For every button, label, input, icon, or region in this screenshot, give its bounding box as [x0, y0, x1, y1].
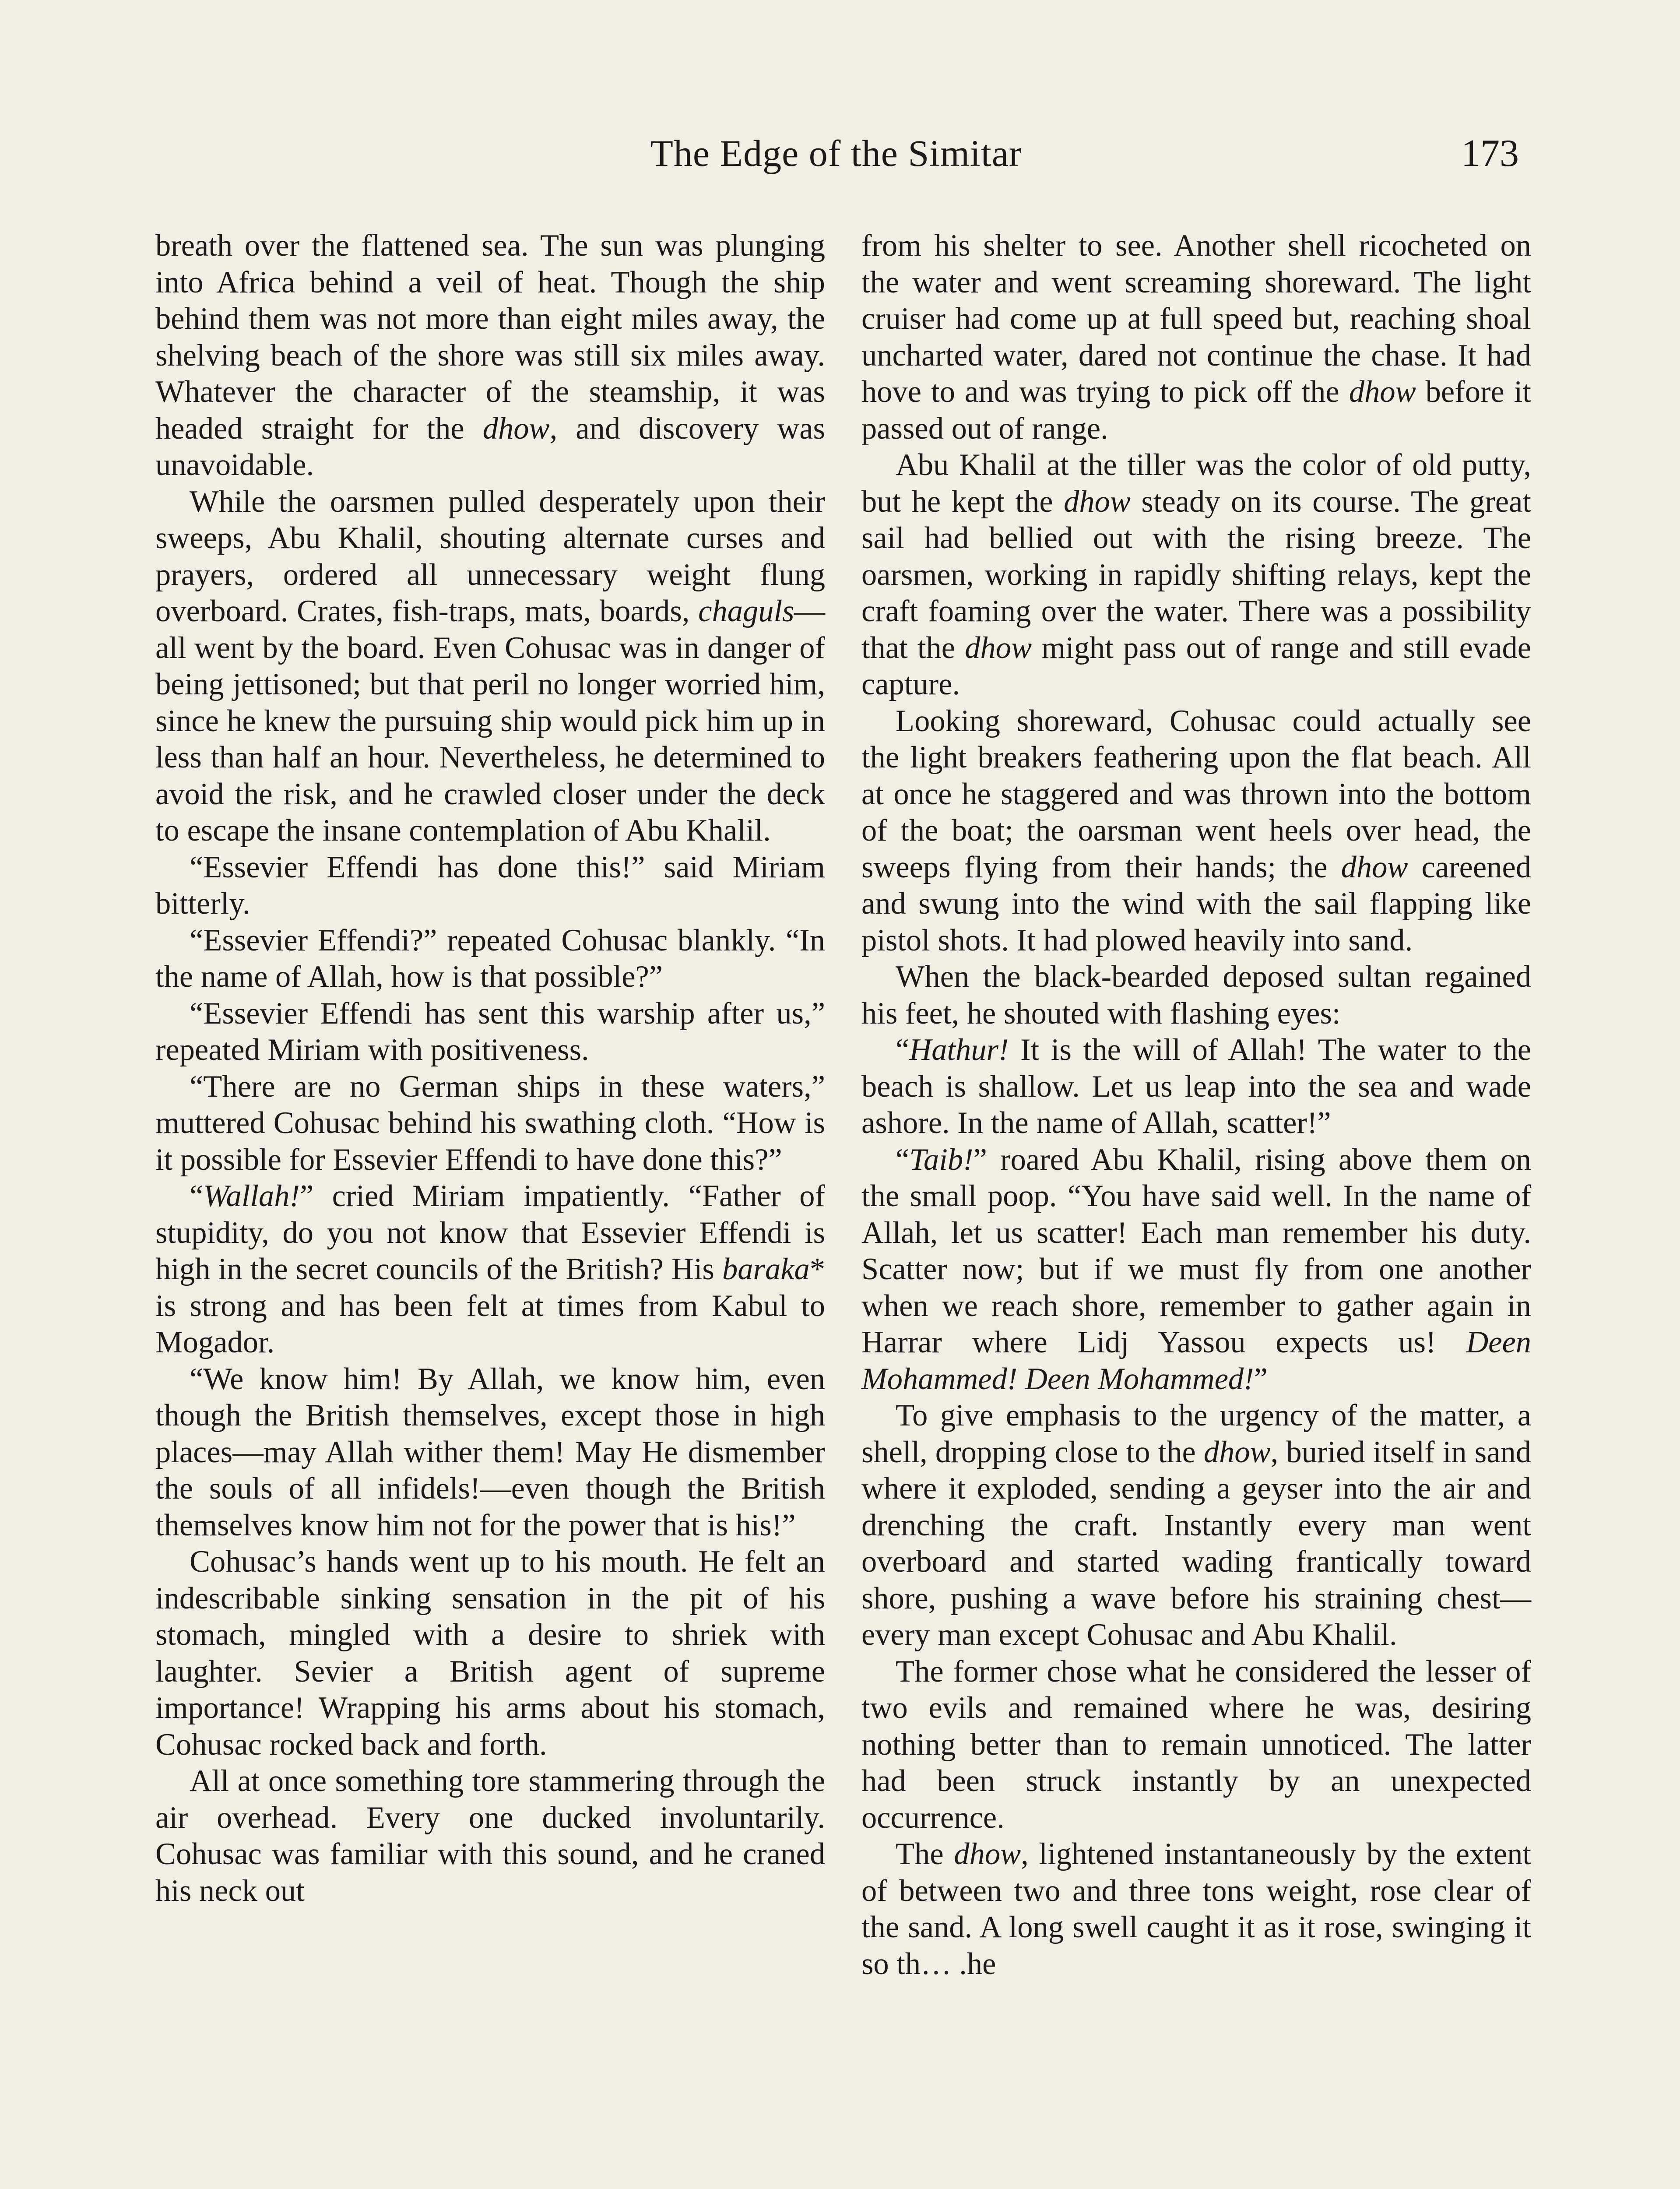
italic-text: dhow	[1203, 1435, 1271, 1469]
italic-text: dhow	[1064, 484, 1131, 519]
page-header	[153, 131, 1519, 193]
text-run: When the black-bearded deposed sultan regained his feet, he shouted with flashing eyes:	[861, 960, 1531, 1031]
italic-text: dhow	[1349, 375, 1416, 409]
paragraph	[155, 484, 825, 849]
paragraph	[861, 1836, 1531, 1982]
text-run: —all went by the board. Even Cohusac was in danger of being jettisoned; but that peril no longer worried him, since he knew the pursuing ship would pick him up in less than half an hour. Nevertheless, he determined to avoid the risk, and he crawled closer under the deck to escape the insane contemplation of Abu Khalil.	[155, 594, 825, 848]
italic-text: Hathur!	[909, 1033, 1009, 1067]
text-run: It is the will of Allah! The water to the beach is shallow. Let us leap into the sea and wade ashore. In the name of Allah, scatter!”	[861, 1033, 1531, 1140]
text-run: careened and swung into the wind with the sail flapping like pistol shots. It had plowed heavily into sand.	[861, 850, 1531, 957]
paragraph	[155, 996, 825, 1069]
paragraph	[861, 959, 1531, 1032]
text-run: ”	[1254, 1362, 1268, 1396]
paragraph	[861, 703, 1531, 959]
text-run: from his shelter to see. Another shell ricocheted on the water and went screaming shoreward. The light cruiser had come up at full speed but, reaching shoal uncharted water, dared not continue the chase. It had hove to and was trying to pick off the	[861, 229, 1531, 409]
text-run: All at once something tore stammering through the air overhead. Every one ducked involuntarily. Cohusac was familiar with this sound, and he craned his neck out	[155, 1764, 825, 1908]
text-run: “	[190, 1179, 204, 1213]
text-run: Looking shoreward, Cohusac could actually see the light breakers feathering upon the flat beach. All at once he staggered and was thrown into the bottom of the boat; the oarsman went heels over head, the sweeps flying from their hands; the	[861, 704, 1531, 884]
text-run: The former chose what he considered the lesser of two evils and remained where he was, desiring nothing better than to remain unnoticed. The latter had been struck instantly by an unexpected occurrence.	[861, 1654, 1531, 1835]
paragraph	[155, 849, 825, 922]
right-column	[861, 228, 1531, 1982]
text-run: Abu Khalil at the tiller was the color of old putty, but he kept the	[861, 448, 1531, 519]
left-column	[155, 228, 825, 1909]
paragraph	[155, 228, 825, 484]
text-run: , and discovery was unavoidable.	[155, 411, 825, 482]
paragraph	[155, 1069, 825, 1179]
italic-text: Deen Mohammed! Deen Mohammed!	[861, 1325, 1531, 1396]
italic-text: dhow	[954, 1837, 1021, 1871]
text-run: “Essevier Effendi has done this!” said Miriam bitterly.	[155, 850, 825, 921]
text-run: * is strong and has been felt at times from Kabul to Mogador.	[155, 1252, 825, 1359]
paragraph	[155, 1763, 825, 1909]
text-run: “Essevier Effendi has sent this warship after us,” repeated Miriam with positiveness.	[155, 996, 825, 1067]
text-run: “Essevier Effendi?” repeated Cohusac blankly. “In the name of Allah, how is that possible?”	[155, 923, 825, 994]
text-run: “	[896, 1142, 910, 1177]
text-run: , lightened instantaneously by the extent of between two and three tons weight, rose clear of the sand. A long swell caught it as it rose, swinging it so th… .he	[861, 1837, 1532, 1981]
text-run: Cohusac’s hands went up to his mouth. He felt an indescribable sinking sensation in the pit of his stomach, mingled with a desire to shriek with laughter. Sevier a British agent of supreme importance! Wrapping his arms about his stomach, Cohusac rocked back and forth.	[155, 1545, 825, 1762]
italic-text: chaguls	[698, 594, 794, 628]
text-run: “There are no German ships in these waters,” muttered Cohusac behind his swathing cloth. “How is it possible for Essevier Effendi to have done this?”	[155, 1069, 825, 1177]
text-run: ” roared Abu Khalil, rising above them on the small poop. “You have said well. In the name of Allah, let us scatter! Each man remember his duty. Scatter now; but if we must fly from one another when we reach shore, remember to gather again in Harrar where Lidj Yassou expects us!	[861, 1142, 1531, 1359]
text-run: The	[896, 1837, 954, 1871]
text-run: before it passed out of range.	[861, 375, 1531, 446]
paragraph	[155, 1544, 825, 1763]
text-run: might pass out of range and still evade capture.	[861, 630, 1531, 701]
paragraph	[155, 922, 825, 996]
italic-text: baraka	[722, 1252, 810, 1286]
italic-text: dhow	[965, 630, 1032, 665]
italic-text: dhow	[482, 411, 550, 446]
page-number: 173	[1461, 132, 1519, 175]
text-run: “We know him! By Allah, we know him, even though the British themselves, except those in high places—may Allah wither them! May He dismember the souls of all infidels!—even though the British themselves know him not for the power that is his!”	[155, 1362, 825, 1542]
paragraph	[155, 1178, 825, 1361]
text-run: ” cried Miriam impatiently. “Father of stupidity, do you not know that Essevier Effendi is high in the secret councils of the British? His	[155, 1179, 825, 1286]
paragraph	[861, 1142, 1531, 1398]
paragraph	[155, 1361, 825, 1544]
paragraph	[861, 447, 1531, 703]
text-run: While the oarsmen pulled desperately upon their sweeps, Abu Khalil, shouting alternate curses and prayers, ordered all unnecessary weight flung overboard. Crates, fish-traps, mats, boards,	[155, 484, 825, 628]
text-run: breath over the flattened sea. The sun was plunging into Africa behind a veil of heat. Though the ship behind them was not more than eight miles away, the shelving beach of the shore was still six miles away. Whatever the character of the steamship, it was headed straight for the	[155, 229, 825, 446]
italic-text: Wallah!	[203, 1179, 300, 1213]
paragraph	[861, 1397, 1531, 1654]
italic-text: dhow	[1341, 850, 1408, 884]
text-run: “	[896, 1033, 910, 1067]
text-run: To give emphasis to the urgency of the matter, a shell, dropping close to the	[861, 1398, 1531, 1469]
text-run: , buried itself in sand where it exploded, sending a geyser into the air and drenching the craft. Instantly every man went overboard and started wading frantically toward shore, pushing a wave before his straining chest—every man except Cohusac and Abu Khalil.	[861, 1435, 1531, 1652]
running-title: The Edge of the Simitar	[650, 132, 1022, 174]
italic-text: Taib!	[909, 1142, 974, 1177]
paragraph	[861, 228, 1531, 447]
paragraph	[861, 1654, 1531, 1837]
text-run: steady on its course. The great sail had bellied out with the rising breeze. The oarsmen, working in rapidly shifting relays, kept the craft foaming over the water. There was a possibility that the	[861, 484, 1531, 665]
paragraph	[861, 1032, 1531, 1142]
